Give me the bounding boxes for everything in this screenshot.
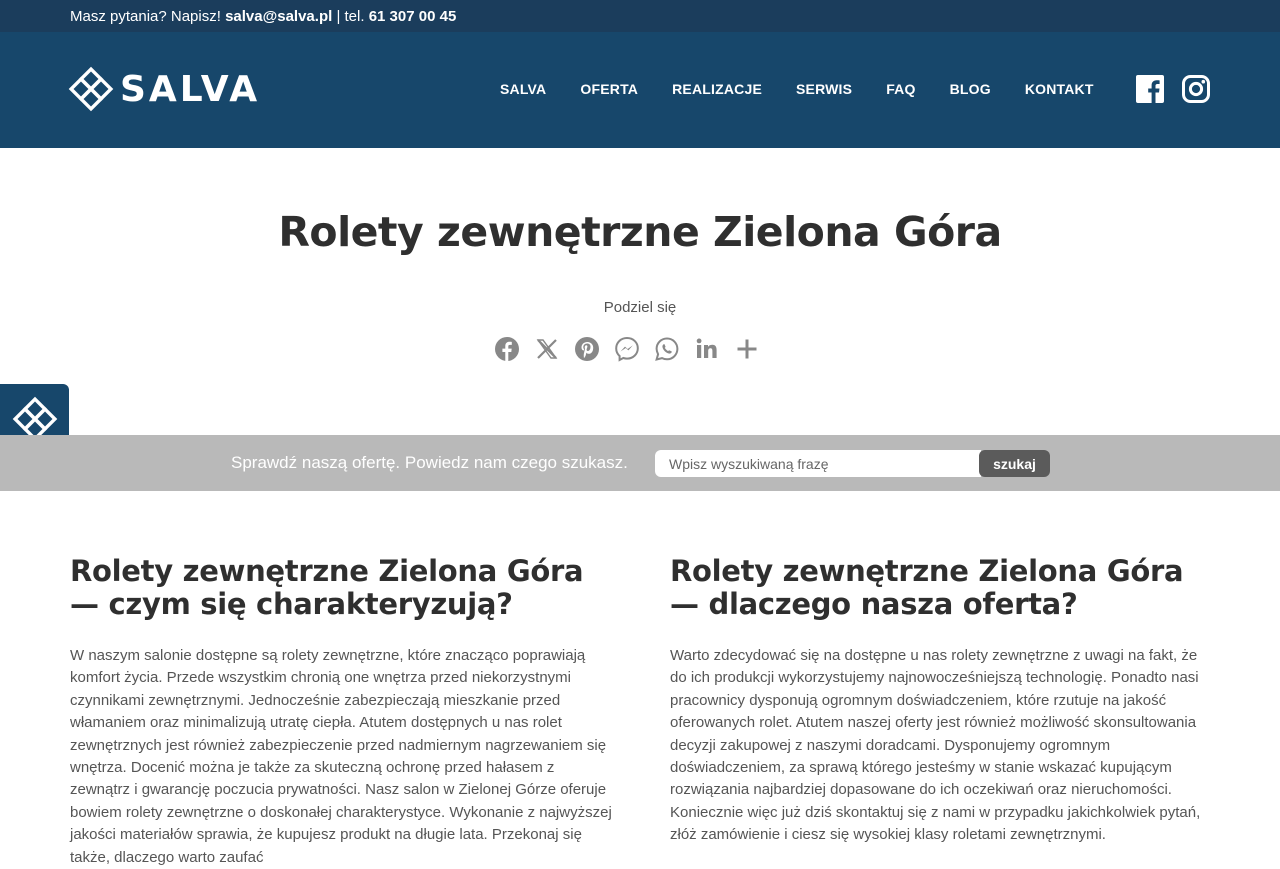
logo-diamond-icon [70,68,112,110]
topbar-separator: | tel. [336,8,365,25]
whatsapp-icon[interactable] [654,336,680,362]
instagram-icon[interactable] [1182,75,1210,103]
section-text: W naszym salonie dostępne są rolety zewnętrzne, które znacząco poprawiają komfort życia. Przede wszystkim chronią one wnętrza przed niekorzystnymi czynnikami zewnętrznymi. Jednocześnie zabezpieczają mieszkanie przed włamaniem oraz minimalizują utratę ciepła. Atutem dostępnych u nas rolet zewnętrznych jest również zabezpieczenie przed nadmiernym nagrzewaniem się wnętrza. Docenić można je także za skuteczną ochronę przed hałasem z zewnątrz i gwarancję poczucia prywatności. Nasz salon w Zielonej Górze oferuje bowiem rolety zewnętrzne o doskonałej charakterystyce. Wykonanie z najwyższej jakości materiałów sprawia, że kupujesz produkt na długie lata. Przekonaj się także, dlaczego warto zaufać [70,647,612,866]
main-nav [500,81,1128,97]
nav-serwis[interactable]: SERWIS [796,81,853,97]
share-buttons [494,336,774,362]
x-icon[interactable] [534,336,560,362]
page-title: Rolety zewnętrzne Zielona Góra [278,208,1002,256]
section-text: Warto zdecydować się na dostępne u nas rolety zewnętrzne z uwagi na fakt, że do ich produkcji wykorzystujemy najnowocześniejszą technologię. Ponadto nasi pracownicy dysponują ogromnym doświadczeniem, które rzutuje na jakość oferowanych rolet. Atutem naszej oferty jest również możliwość skonsultowania decyzji zakupowej z naszymi doradcami. Dysponujemy ogromnym doświadczeniem, za sprawą którego jesteśmy w stanie wskazać kupującym rozwiązania najbardziej dopasowane do ich oczekiwań oraz nieruchomości. Koniecznie więc już dziś skontaktuj się z nami w przypadku jakichkolwiek pytań, złóż zamówienie i ciesz się wysokiej klasy roletami zewnętrznymi. [670,647,1201,844]
facebook-icon[interactable] [494,336,520,362]
share-label: Podziel się [603,299,677,316]
pinterest-icon[interactable] [574,336,600,362]
nav-oferta[interactable]: OFERTA [580,81,639,97]
topbar-contact [70,8,456,25]
facebook-icon[interactable] [1136,75,1164,103]
header-social [1136,75,1228,103]
nav-blog[interactable]: BLOG [949,81,991,97]
logo-text: SALVA [120,68,261,110]
nav-realizacje[interactable]: REALIZACJE [672,81,762,97]
logo[interactable] [70,68,260,110]
search-prompt: Sprawdź naszą ofertę. Powiedz nam czego szukasz. [231,453,628,472]
nav-faq[interactable]: FAQ [886,81,916,97]
topbar [0,0,1280,32]
search-button[interactable]: szukaj [979,450,1050,477]
section-heading: Rolety zewnętrzne Zielona Góra — czym się charakteryzują? [70,554,584,621]
logo-diamond-icon [14,398,56,440]
site-header [0,32,1280,148]
content-left [70,555,615,869]
nav-salva[interactable]: SALVA [500,81,547,97]
search-band [0,435,1280,491]
plus-icon[interactable] [734,336,760,362]
content-right [670,555,1215,847]
nav-kontakt[interactable]: KONTAKT [1024,81,1094,97]
section-heading: Rolety zewnętrzne Zielona Góra — dlaczego nasza oferta? [670,554,1184,621]
topbar-phone-link[interactable]: 61 307 00 45 [368,8,457,25]
topbar-question: Masz pytania? Napisz! [70,8,221,25]
linkedin-icon[interactable] [694,336,720,362]
messenger-icon[interactable] [614,336,640,362]
search-input[interactable] [655,450,981,477]
topbar-email-link[interactable]: salva@salva.pl [225,8,333,25]
